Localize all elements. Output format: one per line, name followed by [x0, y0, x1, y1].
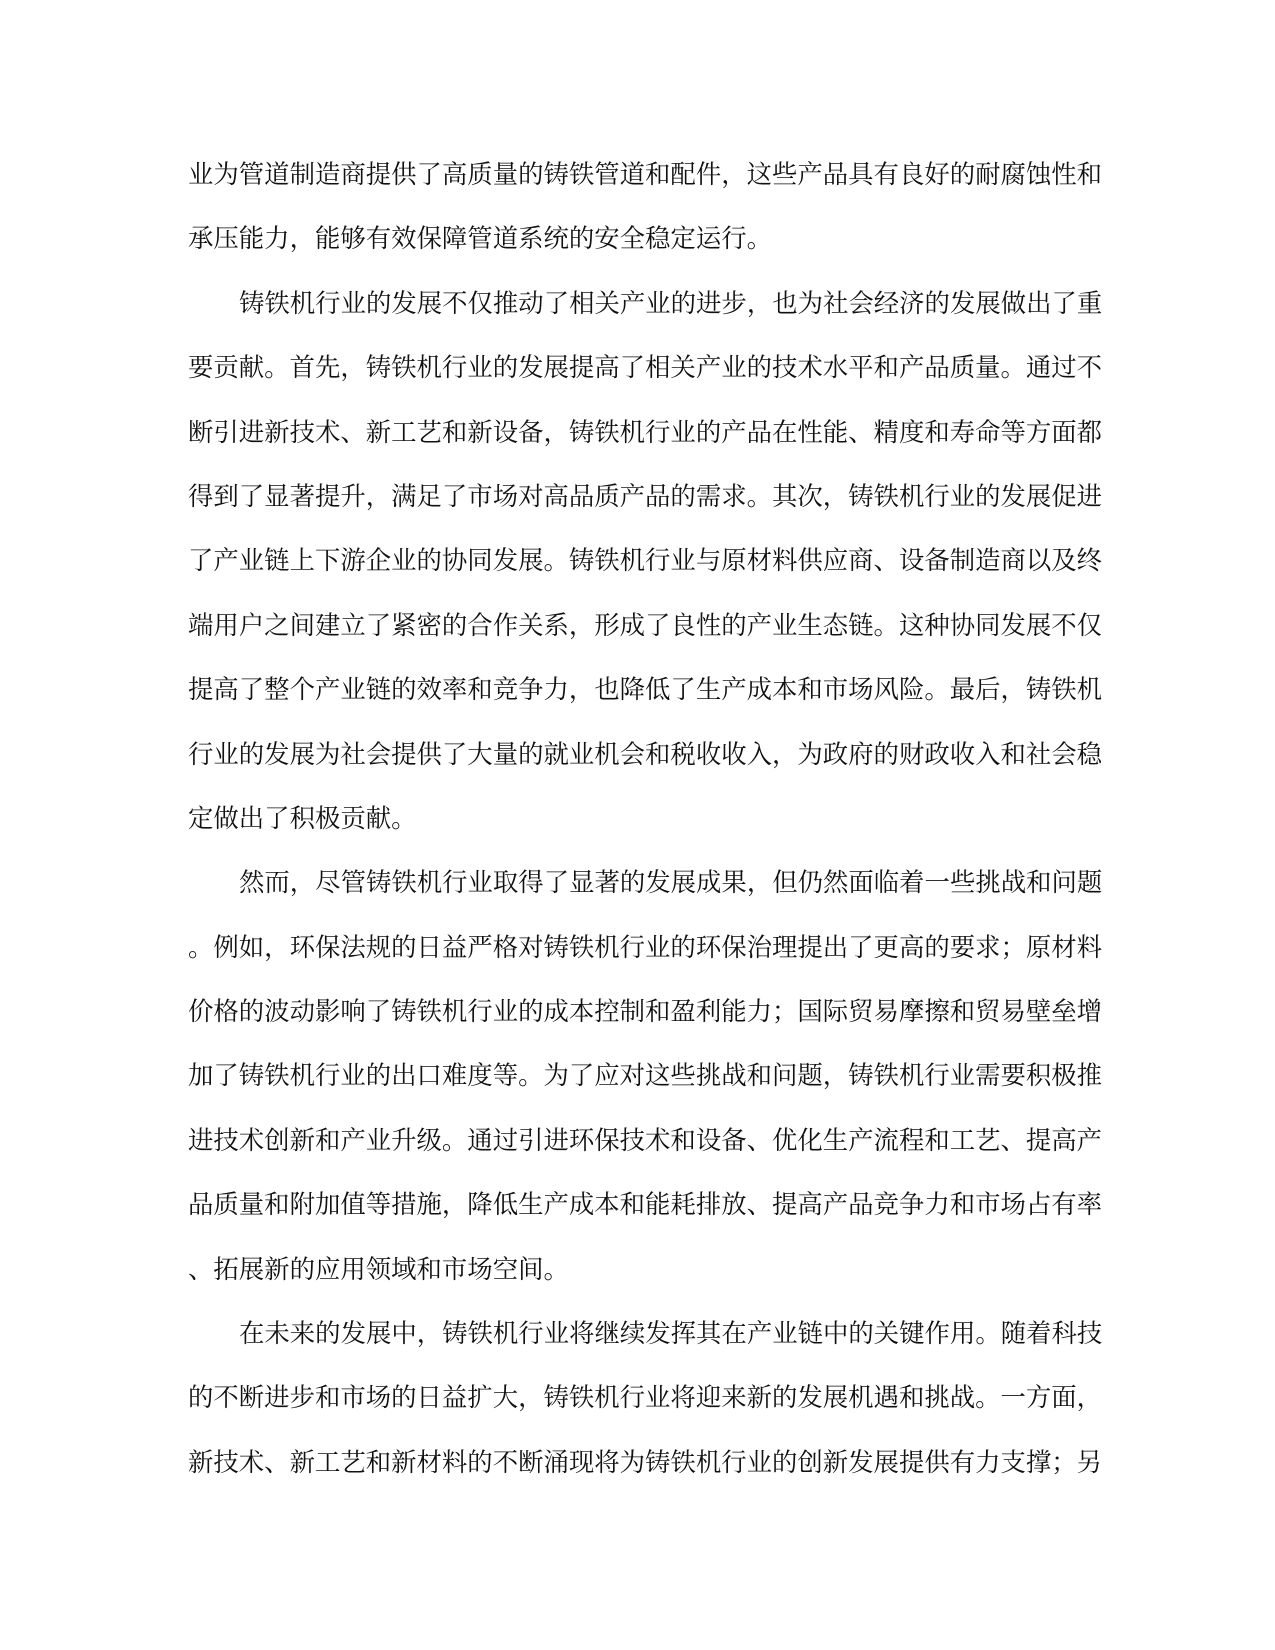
text-line: 断引进新技术、新工艺和新设备，铸铁机行业的产品在性能、精度和寿命等方面都	[188, 416, 1103, 447]
text-line: 行业的发展为社会提供了大量的就业机会和税收收入，为政府的财政收入和社会稳	[188, 738, 1103, 769]
text-line: 业为管道制造商提供了高质量的铸铁管道和配件，这些产品具有良好的耐腐蚀性和	[188, 159, 1103, 189]
text-line: 。例如，环保法规的日益严格对铸铁机行业的环保治理提出了更高的要求；原材料	[188, 931, 1103, 962]
text-line: 新技术、新工艺和新材料的不断涌现将为铸铁机行业的创新发展提供有力支撑；另	[188, 1446, 1103, 1477]
text-line: 要贡献。首先，铸铁机行业的发展提高了相关产业的技术水平和产品质量。通过不	[188, 352, 1103, 383]
paragraph-start-line: 铸铁机行业的发展不仅推动了相关产业的进步，也为社会经济的发展做出了重	[239, 287, 1103, 318]
document-page	[188, 142, 1103, 1494]
text-line: 得到了显著提升，满足了市场对高品质产品的需求。其次，铸铁机行业的发展促进	[188, 480, 1103, 511]
text-line: 承压能力，能够有效保障管道系统的安全稳定运行。	[188, 223, 772, 254]
text-line: 了产业链上下游企业的协同发展。铸铁机行业与原材料供应商、设备制造商以及终	[188, 545, 1103, 576]
paragraph-start-line: 然而，尽管铸铁机行业取得了显著的发展成果，但仍然面临着一些挑战和问题	[239, 867, 1103, 898]
text-line: 、拓展新的应用领域和市场空间。	[188, 1253, 569, 1284]
paragraph-start-line: 在未来的发展中，铸铁机行业将继续发挥其在产业链中的关键作用。随着科技	[239, 1318, 1103, 1349]
text-line: 加了铸铁机行业的出口难度等。为了应对这些挑战和问题，铸铁机行业需要积极推	[188, 1060, 1103, 1091]
text-line: 提高了整个产业链的效率和竞争力，也降低了生产成本和市场风险。最后，铸铁机	[188, 674, 1103, 705]
text-line: 进技术创新和产业升级。通过引进环保技术和设备、优化生产流程和工艺、提高产	[188, 1124, 1103, 1155]
text-line: 定做出了积极贡献。	[188, 802, 417, 833]
text-line: 价格的波动影响了铸铁机行业的成本控制和盈利能力；国际贸易摩擦和贸易壁垒增	[188, 996, 1103, 1027]
text-line: 的不断进步和市场的日益扩大，铸铁机行业将迎来新的发展机遇和挑战。一方面，	[188, 1382, 1103, 1413]
text-line: 品质量和附加值等措施，降低生产成本和能耗排放、提高产品竞争力和市场占有率	[188, 1189, 1103, 1220]
text-line: 端用户之间建立了紧密的合作关系，形成了良性的产业生态链。这种协同发展不仅	[188, 609, 1103, 640]
